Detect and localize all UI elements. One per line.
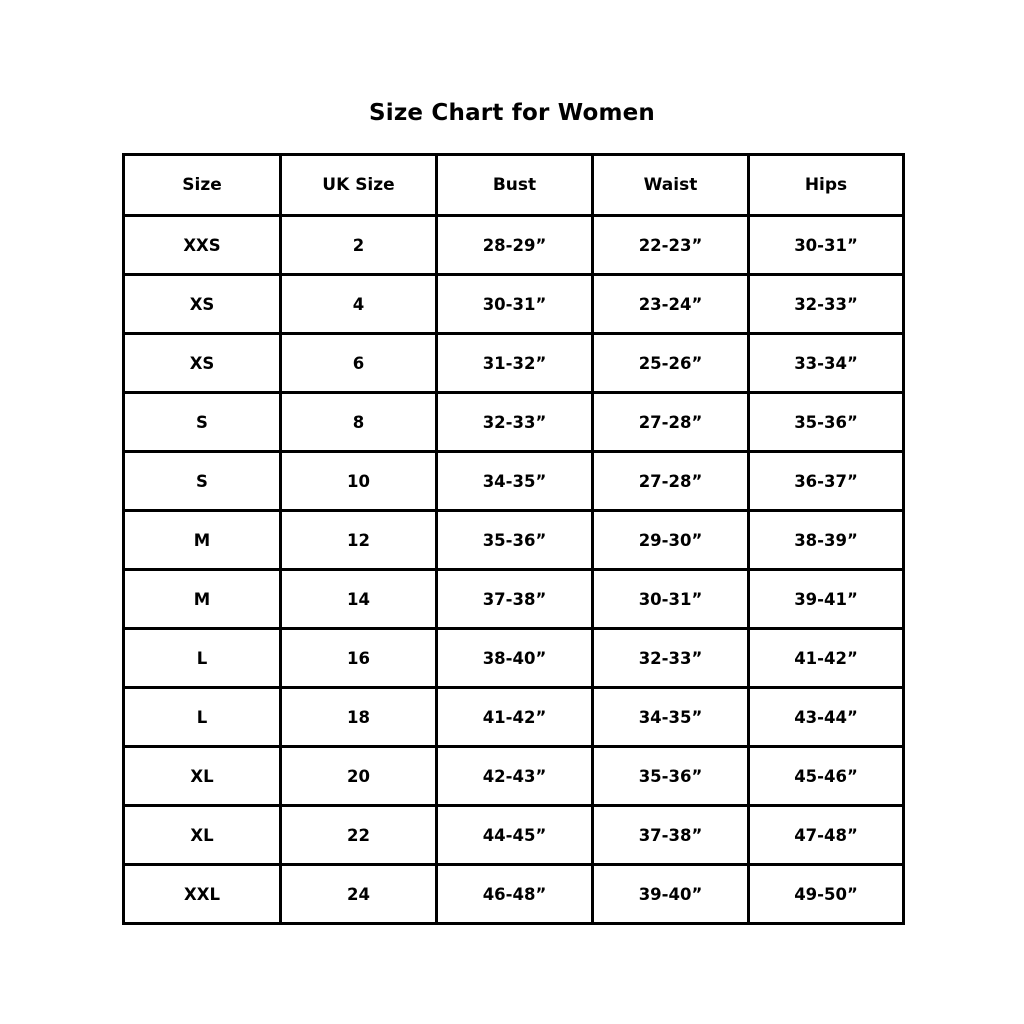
cell-uk-size: 16 <box>281 629 437 688</box>
cell-size: M <box>124 511 281 570</box>
cell-bust: 32-33” <box>437 393 593 452</box>
cell-bust: 37-38” <box>437 570 593 629</box>
cell-waist: 35-36” <box>593 747 749 806</box>
cell-size: XL <box>124 806 281 865</box>
cell-waist: 23-24” <box>593 275 749 334</box>
cell-size: XXL <box>124 865 281 924</box>
table-body <box>124 216 904 924</box>
cell-waist: 27-28” <box>593 393 749 452</box>
column-header-waist: Waist <box>593 155 749 216</box>
cell-bust: 30-31” <box>437 275 593 334</box>
table-row <box>124 865 904 924</box>
cell-uk-size: 24 <box>281 865 437 924</box>
cell-hips: 49-50” <box>749 865 904 924</box>
size-chart-table <box>122 153 905 925</box>
cell-bust: 46-48” <box>437 865 593 924</box>
cell-uk-size: 20 <box>281 747 437 806</box>
cell-size: XS <box>124 334 281 393</box>
cell-hips: 39-41” <box>749 570 904 629</box>
cell-size: L <box>124 629 281 688</box>
cell-size: XL <box>124 747 281 806</box>
cell-bust: 41-42” <box>437 688 593 747</box>
page-title: Size Chart for Women <box>368 100 655 126</box>
column-header-size: Size <box>124 155 281 216</box>
cell-size: XS <box>124 275 281 334</box>
table-header-row <box>124 155 904 216</box>
table-row <box>124 275 904 334</box>
cell-uk-size: 18 <box>281 688 437 747</box>
cell-uk-size: 8 <box>281 393 437 452</box>
cell-size: S <box>124 393 281 452</box>
cell-uk-size: 14 <box>281 570 437 629</box>
cell-hips: 36-37” <box>749 452 904 511</box>
size-chart-table-wrapper <box>122 153 902 925</box>
cell-hips: 32-33” <box>749 275 904 334</box>
table-row <box>124 511 904 570</box>
cell-bust: 31-32” <box>437 334 593 393</box>
table-row <box>124 452 904 511</box>
cell-waist: 34-35” <box>593 688 749 747</box>
cell-waist: 29-30” <box>593 511 749 570</box>
table-row <box>124 334 904 393</box>
cell-waist: 30-31” <box>593 570 749 629</box>
cell-hips: 41-42” <box>749 629 904 688</box>
column-header-hips: Hips <box>749 155 904 216</box>
cell-bust: 42-43” <box>437 747 593 806</box>
cell-uk-size: 4 <box>281 275 437 334</box>
cell-bust: 44-45” <box>437 806 593 865</box>
cell-size: M <box>124 570 281 629</box>
table-row <box>124 747 904 806</box>
table-row <box>124 629 904 688</box>
cell-waist: 32-33” <box>593 629 749 688</box>
cell-size: L <box>124 688 281 747</box>
cell-uk-size: 22 <box>281 806 437 865</box>
column-header-bust: Bust <box>437 155 593 216</box>
cell-uk-size: 2 <box>281 216 437 275</box>
table-row <box>124 216 904 275</box>
cell-hips: 43-44” <box>749 688 904 747</box>
table-row <box>124 688 904 747</box>
cell-waist: 22-23” <box>593 216 749 275</box>
cell-hips: 38-39” <box>749 511 904 570</box>
table-row <box>124 806 904 865</box>
cell-bust: 35-36” <box>437 511 593 570</box>
cell-hips: 45-46” <box>749 747 904 806</box>
cell-waist: 25-26” <box>593 334 749 393</box>
cell-hips: 33-34” <box>749 334 904 393</box>
cell-hips: 35-36” <box>749 393 904 452</box>
cell-waist: 37-38” <box>593 806 749 865</box>
cell-waist: 27-28” <box>593 452 749 511</box>
column-header-uk-size: UK Size <box>281 155 437 216</box>
cell-hips: 47-48” <box>749 806 904 865</box>
cell-bust: 34-35” <box>437 452 593 511</box>
cell-uk-size: 12 <box>281 511 437 570</box>
cell-hips: 30-31” <box>749 216 904 275</box>
cell-bust: 38-40” <box>437 629 593 688</box>
cell-waist: 39-40” <box>593 865 749 924</box>
cell-bust: 28-29” <box>437 216 593 275</box>
cell-size: XXS <box>124 216 281 275</box>
cell-size: S <box>124 452 281 511</box>
cell-uk-size: 6 <box>281 334 437 393</box>
cell-uk-size: 10 <box>281 452 437 511</box>
table-row <box>124 393 904 452</box>
table-header <box>124 155 904 216</box>
table-row <box>124 570 904 629</box>
